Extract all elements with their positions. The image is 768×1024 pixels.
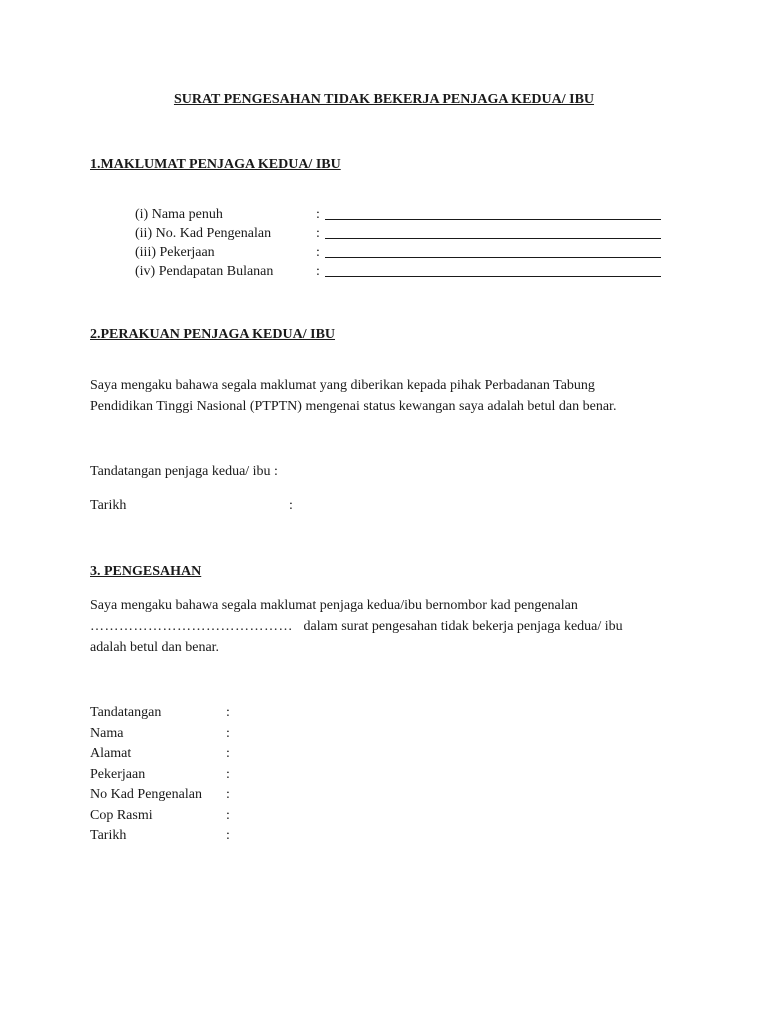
date-separator: : <box>289 498 293 513</box>
field-underline[interactable] <box>325 219 661 220</box>
field-pendapatan-bulanan <box>135 262 662 281</box>
field-label: Cop Rasmi <box>90 807 153 823</box>
paragraph-line <box>90 616 690 637</box>
section1-heading: 1.MAKLUMAT PENJAGA KEDUA/ IBU <box>90 157 341 172</box>
paragraph-line: Saya mengaku bahawa segala maklumat penjaga kedua/ibu bernombor kad pengenalan <box>90 598 578 613</box>
ic-number-blank[interactable]: …………………………………… <box>90 619 293 634</box>
field-label: (iii) Pekerjaan <box>135 245 215 260</box>
section2-heading: 2.PERAKUAN PENJAGA KEDUA/ IBU <box>90 327 336 342</box>
field-separator: : <box>316 264 320 279</box>
field-separator: : <box>316 245 320 260</box>
signature-label: Tandatangan penjaga kedua/ ibu : <box>90 464 278 479</box>
field-separator: : <box>226 705 230 720</box>
document-title: SURAT PENGESAHAN TIDAK BEKERJA PENJAGA KEDUA/ IBU <box>173 92 595 107</box>
paragraph-text: dalam surat pengesahan tidak bekerja penjaga kedua/ ibu <box>303 619 623 634</box>
section3-paragraph <box>90 595 690 658</box>
field-separator: : <box>316 207 320 222</box>
section3-heading: 3. PENGESAHAN <box>90 564 202 579</box>
field-label: Alamat <box>90 746 132 761</box>
field-underline[interactable] <box>325 276 661 277</box>
field-separator: : <box>226 828 230 843</box>
field-nama-penuh <box>135 205 662 224</box>
field-kad-pengenalan <box>135 224 662 243</box>
field-label: (iv) Pendapatan Bulanan <box>135 264 274 279</box>
field-label: Pekerjaan <box>90 766 146 782</box>
field-underline[interactable] <box>325 238 661 239</box>
field-pekerjaan <box>135 243 662 262</box>
paragraph-line: adalah betul dan benar. <box>90 640 220 655</box>
field-label: (ii) No. Kad Pengenalan <box>135 226 272 241</box>
paragraph-line: Saya mengaku bahawa segala maklumat yang diberikan kepada pihak Perbadanan Tabung <box>90 378 595 393</box>
field-label: Nama <box>90 725 124 741</box>
field-label: Tarikh <box>90 828 127 843</box>
field-separator: : <box>226 746 230 761</box>
field-separator: : <box>226 787 230 802</box>
field-underline[interactable] <box>325 257 661 258</box>
section2-paragraph <box>90 375 690 417</box>
field-separator: : <box>226 766 230 782</box>
paragraph-line: Pendidikan Tinggi Nasional (PTPTN) mengenai status kewangan saya adalah betul dan benar. <box>90 399 617 414</box>
field-label: No Kad Pengenalan <box>90 787 202 802</box>
field-label: Tandatangan <box>90 705 162 720</box>
field-separator: : <box>226 807 230 823</box>
field-separator: : <box>226 725 230 741</box>
field-label: (i) Nama penuh <box>135 207 223 222</box>
field-separator: : <box>316 226 320 241</box>
date-label: Tarikh <box>90 498 127 513</box>
